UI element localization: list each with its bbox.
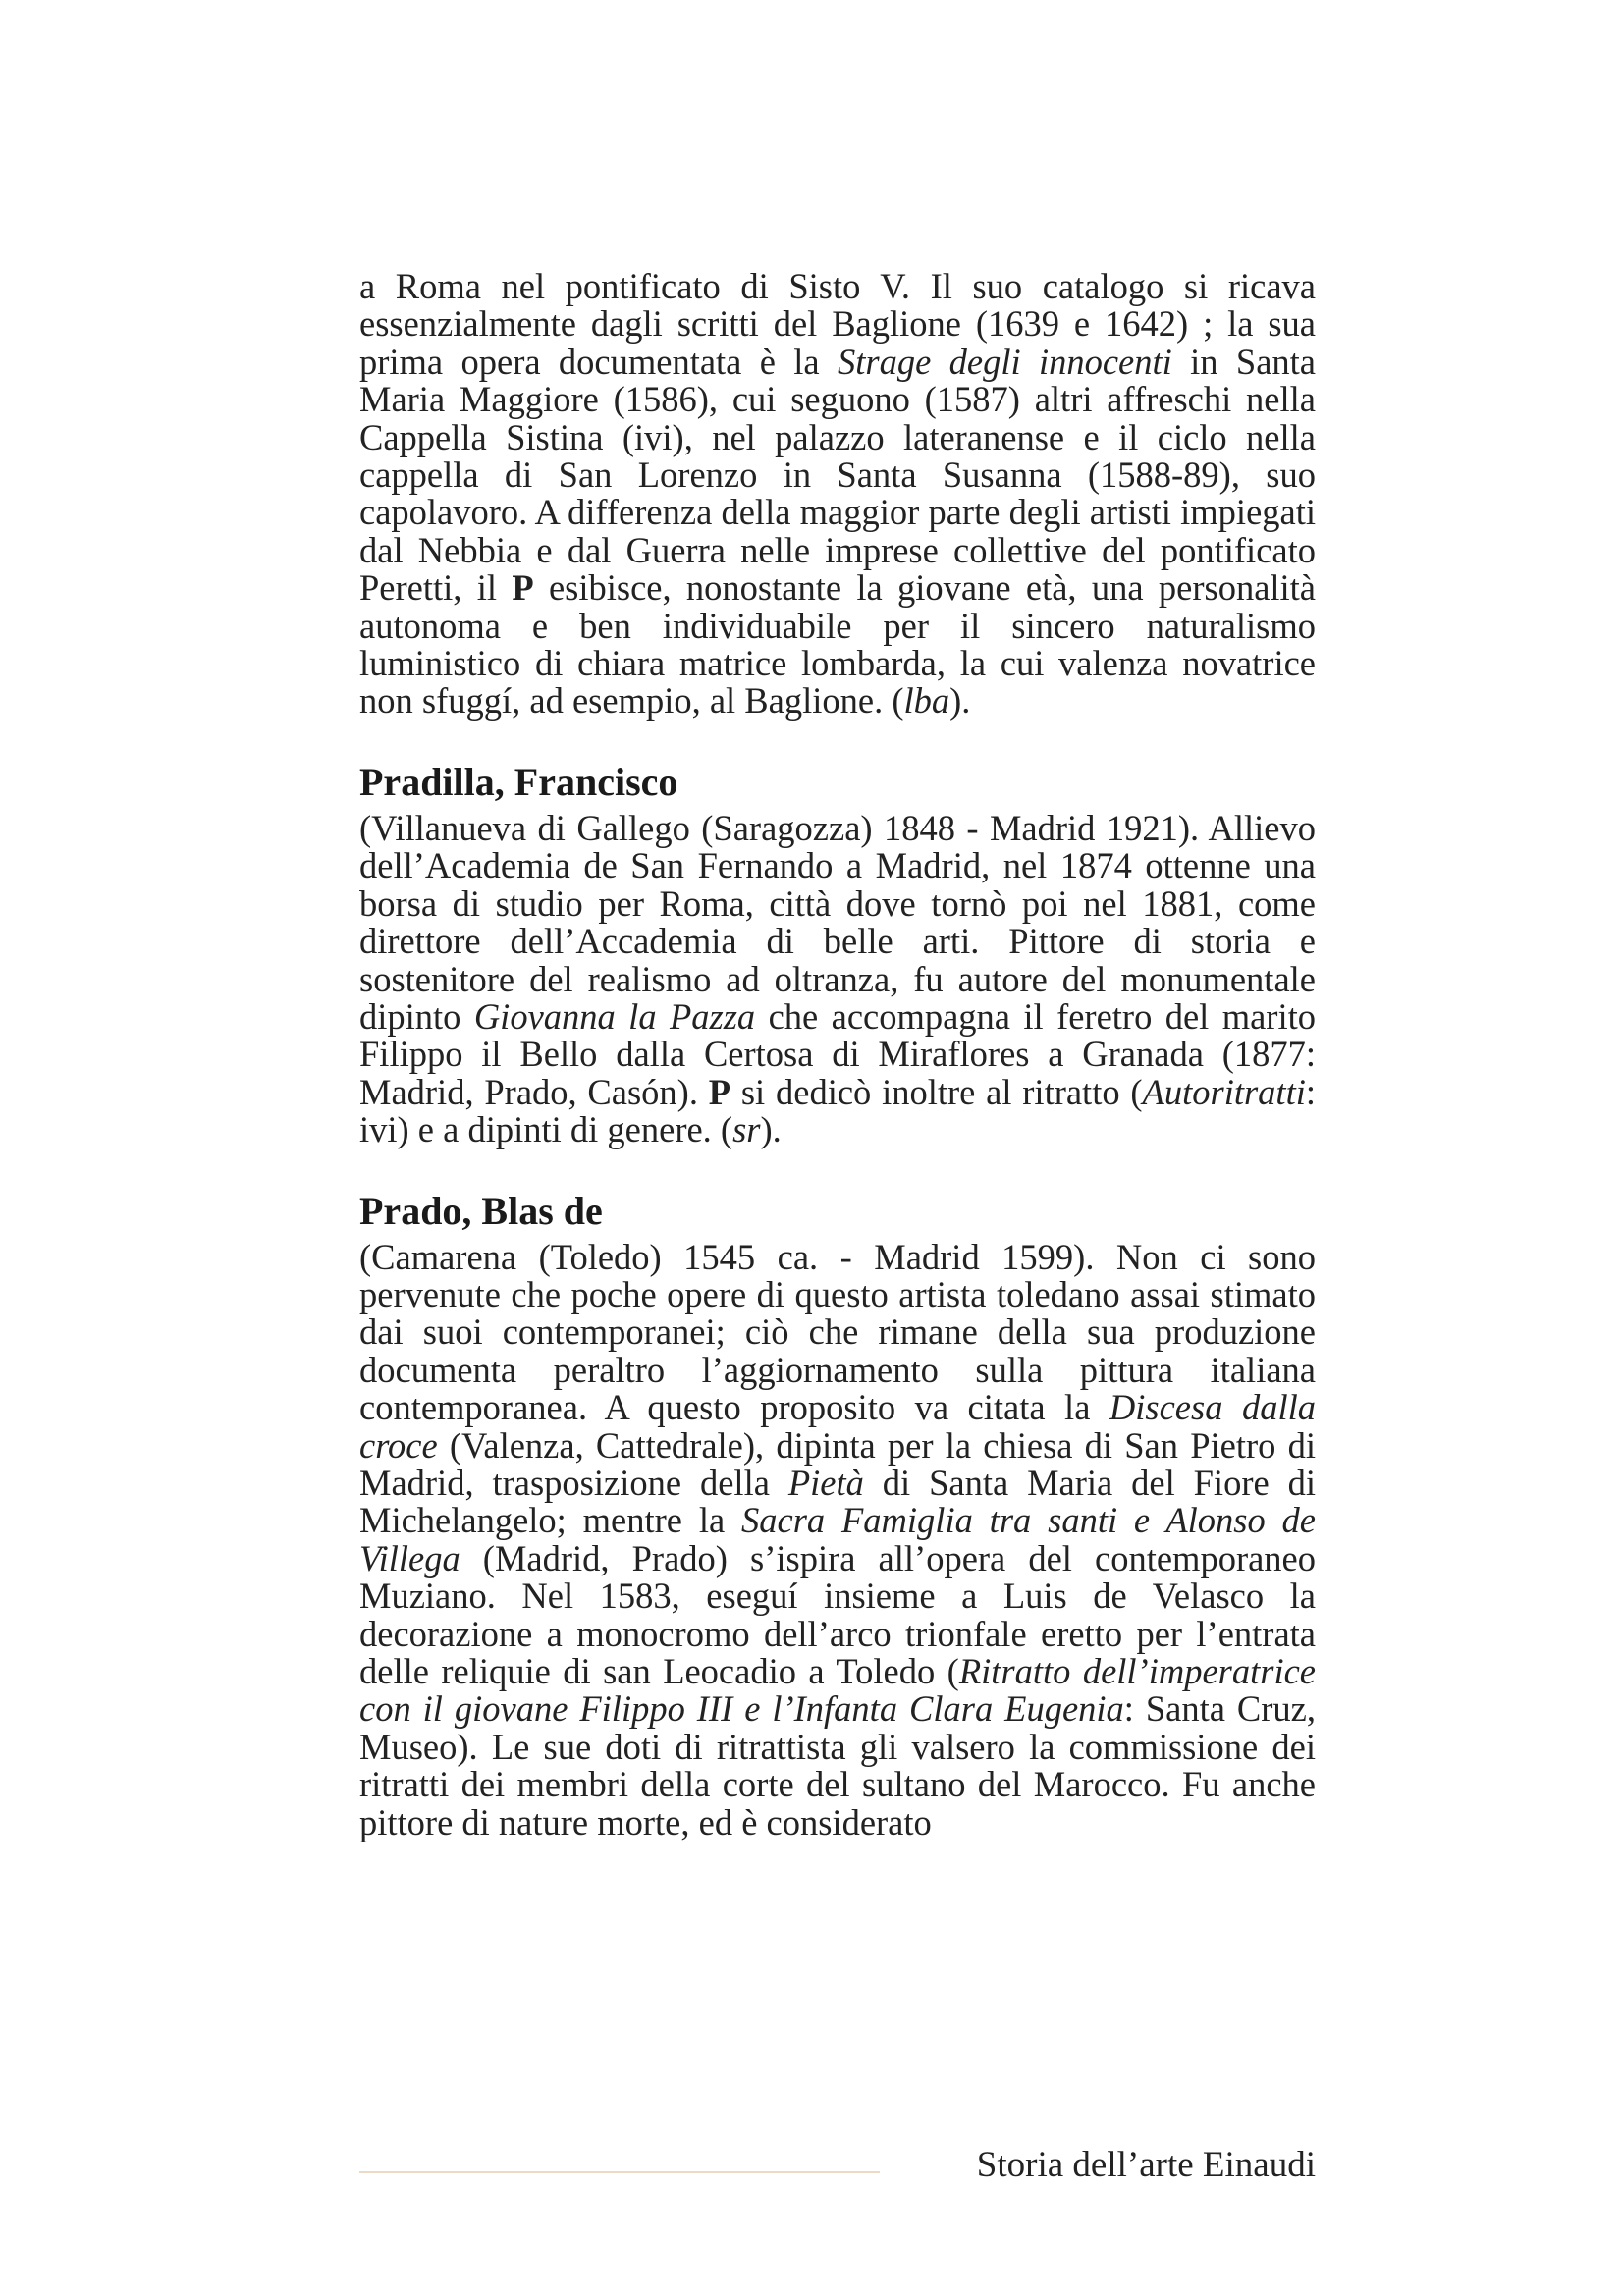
entry-body (359, 1236, 1317, 1842)
author-initials: lba (903, 680, 950, 721)
entry-heading: Prado, Blas de (359, 1188, 603, 1233)
text-run: si dedicò inoltre al ritratto ( (730, 1071, 1143, 1112)
text-run: : Santa Cruz, Museo). Le sue doti di ritrattista gli valsero la commissione dei ritratti dei membri della corte del sultano del Marocco. Fu anche pittore di nature morte, ed è considerato (359, 1688, 1316, 1842)
text-run: (Madrid, Prado) s’ispira all’opera del contemporaneo Muziano. Nel 1583, eseguí insieme a Luis de Velasco la decorazione a monocromo dell’arco trionfale eretto per l’entrata delle reliquie di san Leocadio a Toledo ( (359, 1537, 1316, 1691)
text-run: di Santa Maria del Fiore di Michelangelo; mentre la (359, 1462, 1316, 1541)
text-column (359, 268, 1316, 1842)
artwork-title: Autoritratti (1142, 1071, 1306, 1112)
text-run: (Camarena (Toledo) 1545 ca. - Madrid 1599). Non ci sono pervenute che poche opere di questo artista toledano assai stimato dai suoi contemporanei; ciò che rimane della sua produzione documenta peraltro l’aggiornamento sulla pittura italiana contemporanea. A questo proposito va citata la (359, 1236, 1316, 1428)
artwork-title: Strage degli innocenti (837, 341, 1172, 382)
text-run: ). (760, 1109, 782, 1150)
artwork-title: Pietà (787, 1462, 864, 1503)
artwork-title: Giovanna la Pazza (473, 995, 756, 1037)
footer-rule (359, 2171, 880, 2173)
text-run: ). (949, 680, 971, 721)
entry-abbreviation: P (708, 1071, 731, 1112)
text-run: in Santa Maria Maggiore (1586), cui seguono (1587) altri affreschi nella Cappella Sistina (ivi), nel palazzo lateranense e il ciclo nella cappella di San Lorenzo in Santa Susanna (1588-89), suo capolavoro. A differenza della maggior parte degli artisti impiegati dal Nebbia e dal Guerra nelle imprese collettive del pontificato Peretti, il (359, 341, 1316, 609)
text-run: esibisce, nonostante la giovane età, una personalità autonoma e ben individuabile per il sincero naturalismo luministico di chiara matrice lombarda, la cui valenza novatrice non sfuggí, ad esempio, al Baglione. ( (359, 567, 1317, 721)
entry-abbreviation: P (512, 567, 534, 609)
text-run: : ivi) e a dipinti di genere. ( (359, 1071, 1317, 1150)
artwork-title: Discesa dalla croce (359, 1387, 1316, 1466)
artwork-title: Ritratto dell’imperatrice con il giovane Filippo III e l’Infanta Clara Eugenia (359, 1651, 1317, 1730)
entry-prado (359, 1190, 1316, 1842)
entry-body (359, 807, 1317, 1150)
text-run: (Villanueva di Gallego (Saragozza) 1848 - Madrid 1921). Allievo dell’Academia de San Fernando a Madrid, nel 1874 ottenne una borsa di studio per Roma, città dove tornò poi nel 1881, come direttore dell’Accademia di belle arti. Pittore di storia e sostenitore del realismo ad oltranza, fu autore del monumentale dipinto (359, 807, 1316, 1037)
entry-heading: Pradilla, Francisco (359, 759, 678, 804)
entry-pradilla (359, 761, 1316, 1149)
text-run: (Valenza, Cattedrale), dipinta per la chiesa di San Pietro di Madrid, trasposizione della (359, 1424, 1316, 1503)
text-run: a Roma nel pontificato di Sisto V. Il suo catalogo si ricava essenzialmente dagli scritti del Baglione (1639 e 1642) ; la sua prima opera documentata è la (359, 266, 1316, 382)
text-run: che accompagna il feretro del marito Filippo il Bello dalla Certosa di Miraflores a Granada (1877: Madrid, Prado, Casón). (359, 995, 1316, 1112)
artwork-title: Sacra Famiglia tra santi e Alonso de Villega (359, 1500, 1316, 1578)
author-initials: sr (732, 1109, 761, 1150)
continued-paragraph (359, 268, 1316, 721)
footer-publication-title: Storia dell’arte Einaudi (976, 2145, 1316, 2185)
